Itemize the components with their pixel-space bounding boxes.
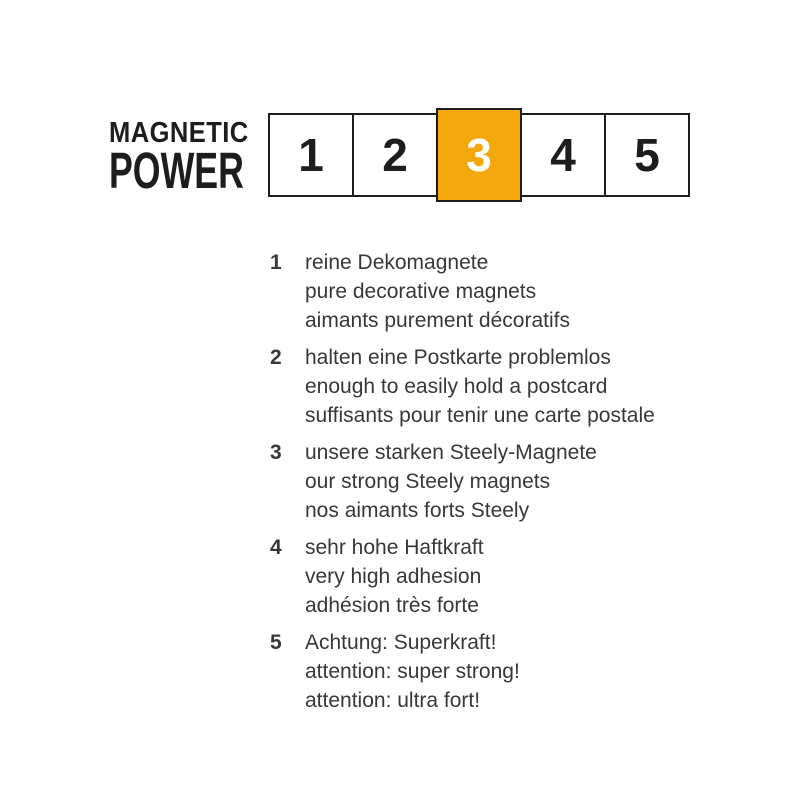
legend-line-en: attention: super strong! xyxy=(305,660,520,683)
legend-item-number: 5 xyxy=(270,631,282,654)
legend-item xyxy=(268,438,748,525)
magnetic-power-scale xyxy=(268,113,690,202)
legend-line-en: our strong Steely magnets xyxy=(305,470,551,493)
title-magnetic: MAGNETIC xyxy=(109,117,249,149)
legend-line-en: very high adhesion xyxy=(305,565,482,588)
legend-line-de: sehr hohe Haftkraft xyxy=(305,536,484,559)
legend-line-fr: aimants purement décoratifs xyxy=(305,309,570,332)
scale-legend xyxy=(268,248,748,723)
legend-item-number: 3 xyxy=(270,441,282,464)
legend-item-lines xyxy=(305,248,570,335)
legend-line-en: enough to easily hold a postcard xyxy=(305,375,608,398)
legend-item-number: 2 xyxy=(270,346,282,369)
legend-item xyxy=(268,533,748,620)
legend-line-fr: suffisants pour tenir une carte postale xyxy=(305,404,655,427)
legend-item-number: 1 xyxy=(270,251,282,274)
legend-item xyxy=(268,248,748,335)
legend-item xyxy=(268,628,748,715)
legend-item-lines xyxy=(305,438,597,525)
legend-line-en: pure decorative magnets xyxy=(305,280,537,303)
legend-item-lines xyxy=(305,343,655,430)
legend-line-de: Achtung: Superkraft! xyxy=(305,631,497,654)
scale-cell: 4 xyxy=(520,113,606,197)
legend-line-de: unsere starken Steely-Magnete xyxy=(305,441,597,464)
legend-line-de: halten eine Postkarte problemlos xyxy=(305,346,611,369)
scale-cell: 3 xyxy=(436,108,522,202)
legend-line-fr: nos aimants forts Steely xyxy=(305,499,530,522)
scale-cell: 5 xyxy=(604,113,690,197)
legend-line-fr: adhésion très forte xyxy=(305,594,479,617)
scale-cell: 1 xyxy=(268,113,354,197)
legend-item-lines xyxy=(305,533,484,620)
title-power: POWER xyxy=(109,142,244,199)
legend-item xyxy=(268,343,748,430)
legend-item-number: 4 xyxy=(270,536,282,559)
legend-line-fr: attention: ultra fort! xyxy=(305,689,481,712)
legend-line-de: reine Dekomagnete xyxy=(305,251,489,274)
scale-cell: 2 xyxy=(352,113,438,197)
legend-item-lines xyxy=(305,628,520,715)
